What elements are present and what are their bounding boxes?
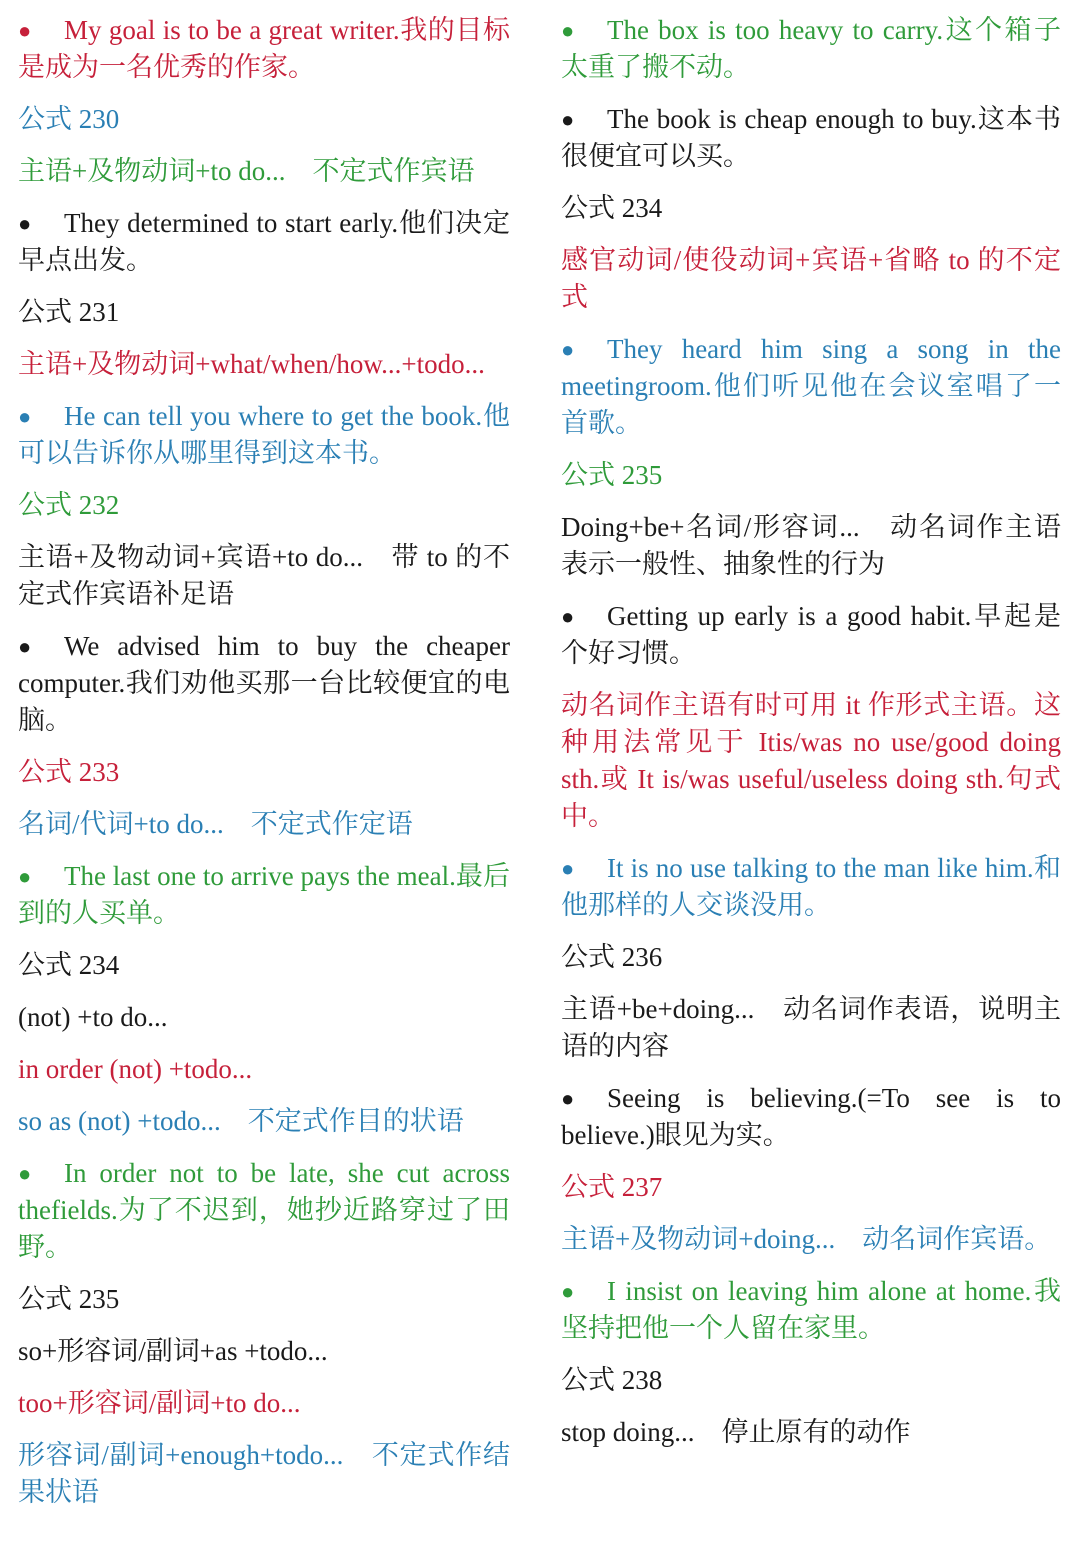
bullet-icon: ● xyxy=(561,856,575,881)
example-sentence xyxy=(18,628,510,739)
bullet-icon: ● xyxy=(18,211,32,236)
block-text: The book is cheap enough to buy.这本书很便宜可以买。 xyxy=(561,104,1061,171)
formula-line xyxy=(561,1169,1061,1206)
block-text: 公式 237 xyxy=(561,1172,663,1202)
formula-line xyxy=(18,806,510,843)
block-text: 公式 233 xyxy=(18,757,120,787)
bullet-icon: ● xyxy=(561,107,575,132)
formula-line xyxy=(561,687,1061,835)
block-text: 名词/代词+to do... 不定式作定语 xyxy=(18,809,413,839)
block-text: too+形容词/副词+to do... xyxy=(18,1388,301,1418)
bullet-icon: ● xyxy=(561,1086,575,1111)
bullet-icon: ● xyxy=(561,604,575,629)
formula-line xyxy=(561,190,1061,227)
formula-line xyxy=(561,991,1061,1065)
block-text: They heard him sing a song in the meetingroom.他们听见他在会议室唱了一首歌。 xyxy=(561,334,1061,438)
example-sentence xyxy=(561,331,1061,442)
block-text: Doing+be+名词/形容词... 动名词作主语表示一般性、抽象性的行为 xyxy=(561,512,1061,579)
formula-line xyxy=(18,1333,510,1370)
block-text: They determined to start early.他们决定早点出发。 xyxy=(18,208,510,275)
example-sentence xyxy=(18,858,510,932)
bullet-icon: ● xyxy=(18,18,32,43)
block-text: 公式 232 xyxy=(18,490,120,520)
example-sentence xyxy=(18,1155,510,1266)
formula-line xyxy=(18,1051,510,1088)
bullet-icon: ● xyxy=(561,18,575,43)
block-text: It is no use talking to the man like him.和他那样的人交谈没用。 xyxy=(561,853,1061,920)
block-text: 主语+及物动词+to do... 不定式作宾语 xyxy=(18,156,475,186)
formula-line xyxy=(18,294,510,331)
block-text: The last one to arrive pays the meal.最后到的人买单。 xyxy=(18,861,510,928)
block-text: 公式 231 xyxy=(18,297,120,327)
block-text: 主语+be+doing... 动名词作表语，说明主语的内容 xyxy=(561,994,1061,1061)
block-text: 感官动词/使役动词+宾语+省略 to 的不定式 xyxy=(561,245,1061,312)
example-sentence xyxy=(561,12,1061,86)
block-text: (not) +to do... xyxy=(18,1002,168,1032)
block-text: stop doing... 停止原有的动作 xyxy=(561,1417,911,1447)
formula-line xyxy=(18,1437,510,1511)
formula-line xyxy=(18,1385,510,1422)
block-text: 公式 238 xyxy=(561,1365,663,1395)
block-text: 公式 234 xyxy=(561,193,663,223)
bullet-icon: ● xyxy=(18,1161,32,1186)
block-text: 公式 235 xyxy=(18,1284,120,1314)
block-text: The box is too heavy to carry.这个箱子太重了搬不动。 xyxy=(561,15,1061,82)
right-column xyxy=(561,12,1061,1466)
block-text: He can tell you where to get the book.他可以告诉你从哪里得到这本书。 xyxy=(18,401,510,468)
formula-line xyxy=(18,947,510,984)
bullet-icon: ● xyxy=(18,404,32,429)
example-sentence xyxy=(18,398,510,472)
formula-line xyxy=(18,999,510,1036)
formula-line xyxy=(18,153,510,190)
formula-line xyxy=(18,539,510,613)
formula-line xyxy=(18,1281,510,1318)
block-text: 主语+及物动词+宾语+to do... 带 to 的不定式作宾语补足语 xyxy=(18,542,510,609)
block-text: 公式 234 xyxy=(18,950,120,980)
block-text: We advised him to buy the cheaper computer.我们劝他买那一台比较便宜的电脑。 xyxy=(18,631,510,735)
left-column xyxy=(18,12,510,1526)
block-text: in order (not) +todo... xyxy=(18,1054,253,1084)
formula-line xyxy=(18,1103,510,1140)
example-sentence xyxy=(18,12,510,86)
block-text: 公式 236 xyxy=(561,942,663,972)
block-text: In order not to be late, she cut across thefields.为了不迟到，她抄近路穿过了田野。 xyxy=(18,1158,510,1262)
block-text: so+形容词/副词+as +todo... xyxy=(18,1336,328,1366)
block-text: so as (not) +todo... 不定式作目的状语 xyxy=(18,1106,464,1136)
example-sentence xyxy=(561,850,1061,924)
block-text: 形容词/副词+enough+todo... 不定式作结果状语 xyxy=(18,1440,510,1507)
bullet-icon: ● xyxy=(561,1279,575,1304)
example-sentence xyxy=(561,1080,1061,1154)
formula-line xyxy=(18,101,510,138)
formula-line xyxy=(561,509,1061,583)
example-sentence xyxy=(561,101,1061,175)
formula-line xyxy=(561,1221,1061,1258)
block-text: 主语+及物动词+what/when/how...+todo... xyxy=(18,349,485,379)
formula-line xyxy=(18,346,510,383)
formula-line xyxy=(561,242,1061,316)
formula-line xyxy=(561,457,1061,494)
bullet-icon: ● xyxy=(18,634,32,659)
block-text: 动名词作主语有时可用 it 作形式主语。这种用法常见于 Itis/was no use/good doing sth.或 It is/was useful/useless doing sth.句式中。 xyxy=(561,690,1061,831)
formula-line xyxy=(18,754,510,791)
block-text: 主语+及物动词+doing... 动名词作宾语。 xyxy=(561,1224,1052,1254)
bullet-icon: ● xyxy=(561,337,575,362)
block-text: My goal is to be a great writer.我的目标是成为一名优秀的作家。 xyxy=(18,15,510,82)
formula-line xyxy=(18,487,510,524)
block-text: 公式 230 xyxy=(18,104,120,134)
formula-line xyxy=(561,939,1061,976)
example-sentence xyxy=(561,598,1061,672)
block-text: Seeing is believing.(=To see is to believe.)眼见为实。 xyxy=(561,1083,1061,1150)
example-sentence xyxy=(18,205,510,279)
block-text: 公式 235 xyxy=(561,460,663,490)
example-sentence xyxy=(561,1273,1061,1347)
formula-line xyxy=(561,1362,1061,1399)
bullet-icon: ● xyxy=(18,864,32,889)
block-text: I insist on leaving him alone at home.我坚持把他一个人留在家里。 xyxy=(561,1276,1061,1343)
block-text: Getting up early is a good habit.早起是个好习惯。 xyxy=(561,601,1061,668)
formula-line xyxy=(561,1414,1061,1451)
